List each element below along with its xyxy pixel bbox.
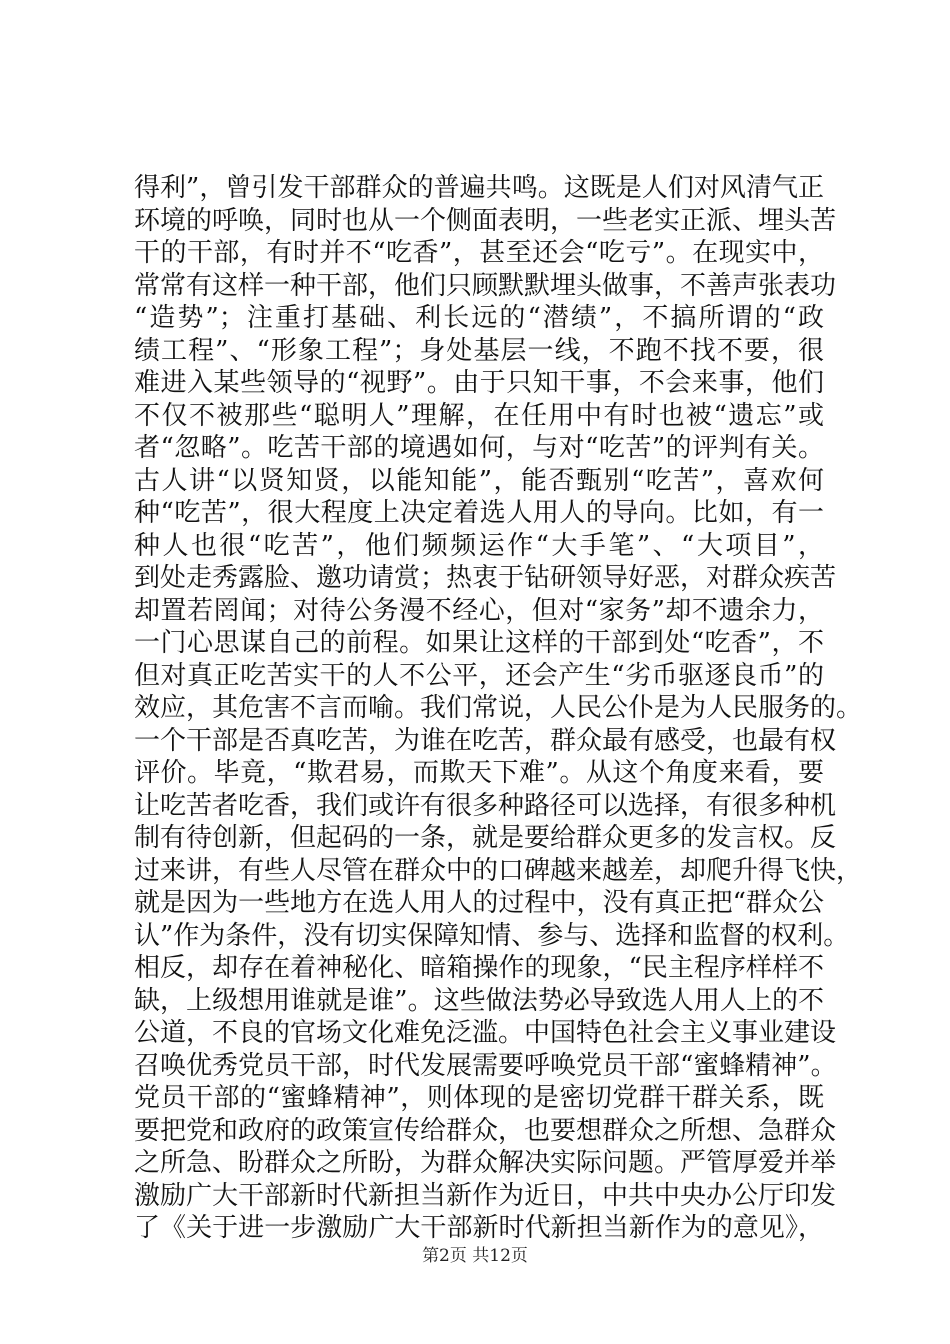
text-line: 绩工程”、“形象工程”；身处基层一线，不跑不找不要，很 [134,335,824,366]
text-line: 党员干部的“蜜蜂精神”，则体现的是密切党群干群关系，既 [134,1083,824,1113]
text-line: 缺，上级想用谁就是谁”。这些做法势必导致选人用人上的不 [134,985,824,1016]
text-line: 认”作为条件，没有切实保障知情、参与、选择和监督的权利。 [134,920,850,951]
body-text [134,172,863,1245]
text-line: 要把党和政府的政策宣传给群众，也要想群众之所想、急群众 [134,1115,837,1146]
text-line: 难进入某些领导的“视野”。由于只知干事，不会来事，他们 [134,368,824,398]
text-line: 到处走秀露脸、邀功请赏；热衷于钻研领导好恶，对群众疾苦 [134,563,837,593]
text-line: 却置若罔闻；对待公务漫不经心，但对“家务”却不遗余力， [134,595,824,626]
text-line: 召唤优秀党员干部，时代发展需要呼唤党员干部“蜜蜂精神”。 [134,1050,837,1081]
text-line: “造势”；注重打基础、利长远的“潜绩”，不搞所谓的“政 [134,303,824,333]
text-line: 公道，不良的官场文化难免泛滥。中国特色社会主义事业建设 [134,1018,837,1048]
text-line: 常常有这样一种干部，他们只顾默默埋头做事，不善声张表功 [134,270,837,301]
text-line: 制有待创新，但起码的一条，就是要给群众更多的发言权。反 [134,823,837,853]
text-line: 一个干部是否真吃苦，为谁在吃苦，群众最有感受，也最有权 [134,725,837,756]
text-line: 过来讲，有些人尽管在群众中的口碑越来越差，却爬升得飞快， [134,855,863,886]
text-line: 但对真正吃苦实干的人不公平，还会产生“劣币驱逐良币”的 [134,660,824,691]
text-line: 相反，却存在着神秘化、暗箱操作的现象，“民主程序样样不 [134,953,824,983]
text-line: 种“吃苦”，很大程度上决定着选人用人的导向。比如，有一 [134,498,824,528]
text-line: 得利”，曾引发干部群众的普遍共鸣。这既是人们对风清气正 [134,173,824,203]
text-line: 一门心思谋自己的前程。如果让这样的干部到处“吃香”，不 [134,628,824,658]
text-line: 种人也很“吃苦”，他们频频运作“大手笔”、“大项目”， [134,530,824,561]
text-line: 了《关于进一步激励广大干部新时代新担当新作为的意见》， [134,1213,824,1243]
text-line: 评价。毕竟，“欺君易，而欺天下难”。从这个角度来看，要 [134,758,824,788]
text-line: 让吃苦者吃香，我们或许有很多种路径可以选择，有很多种机 [134,790,837,821]
text-line: 古人讲“以贤知贤，以能知能”，能否甄别“吃苦”，喜欢何 [134,465,824,496]
text-line: 环境的呼唤，同时也从一个侧面表明，一些老实正派、埋头苦 [134,205,837,236]
page-footer: 第2页 共12页 [422,1246,528,1266]
text-line: 干的干部，有时并不“吃香”，甚至还会“吃亏”。在现实中， [134,238,824,268]
text-line: 效应，其危害不言而喻。我们常说，人民公仆是为人民服务的。 [134,693,863,723]
text-line: 激励广大干部新时代新担当新作为近日，中共中央办公厅印发 [134,1180,837,1211]
text-line: 不仅不被那些“聪明人”理解，在任用中有时也被“遗忘”或 [134,400,824,431]
text-line: 者“忽略”。吃苦干部的境遇如何，与对“吃苦”的评判有关。 [134,433,824,463]
text-line: 之所急、盼群众之所盼，为群众解决实际问题。严管厚爱并举 [134,1148,837,1178]
text-line: 就是因为一些地方在选人用人的过程中，没有真正把“群众公 [134,888,824,918]
